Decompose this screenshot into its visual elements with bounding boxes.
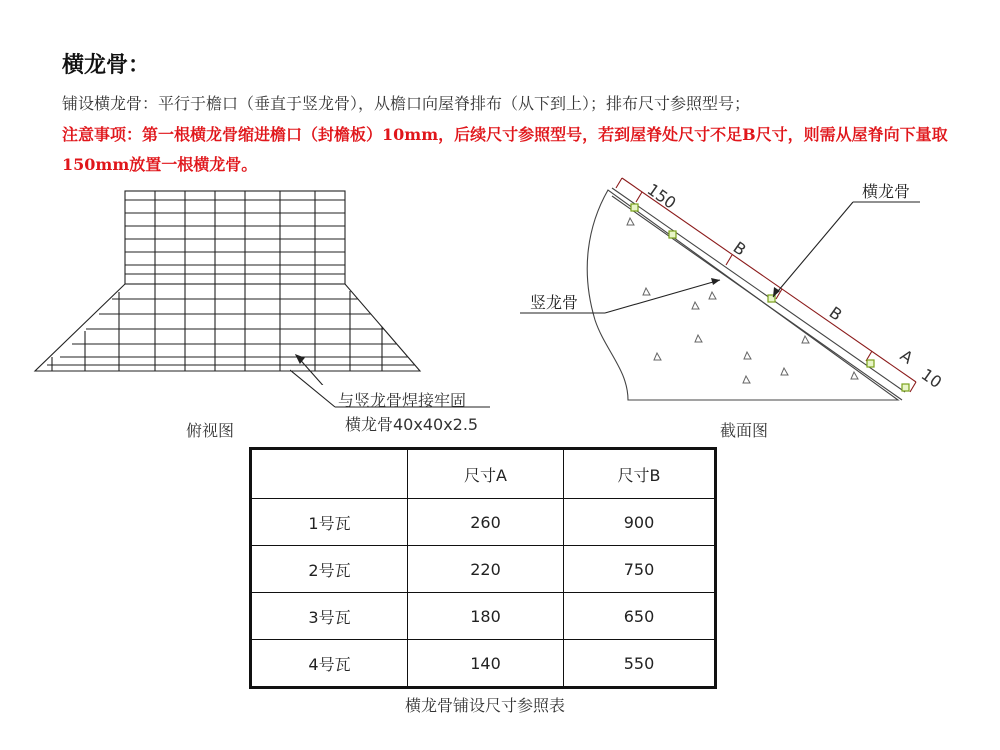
dim-label-150: 150 [643,179,680,213]
row-size-a: 260 [408,499,564,546]
table-row [251,593,716,640]
keel-size-reference-table [249,447,717,689]
row-size-b: 750 [564,546,716,593]
row-size-b: 650 [564,593,716,640]
header-size-b: 尺寸B [564,449,716,499]
row-size-a: 180 [408,593,564,640]
row-size-b: 900 [564,499,716,546]
top-view-caption: 俯视图 [186,421,235,440]
section-view-diagram [500,170,970,410]
page-heading: 横龙骨： [62,52,151,78]
label-vertical-keel: 竖龙骨 [530,293,579,312]
table-header-row [251,449,716,499]
table-row [251,499,716,546]
label-cross-keel: 横龙骨 [862,182,911,201]
row-name: 3号瓦 [251,593,408,640]
top-view-callout-text-2: 横龙骨40x40x2.5 [345,415,479,434]
table-row [251,640,716,688]
section-view-caption: 截面图 [720,421,769,440]
header-size-a: 尺寸A [408,449,564,499]
vertical-keel-line-1 [612,188,905,392]
dim-label-10: 10 [917,364,946,392]
row-size-a: 220 [408,546,564,593]
table-caption: 横龙骨铺设尺寸参照表 [405,696,566,715]
table-row [251,546,716,593]
row-size-a: 140 [408,640,564,688]
row-size-b: 550 [564,640,716,688]
label-leaders [520,202,920,313]
header-empty [251,449,408,499]
row-name: 1号瓦 [251,499,408,546]
cross-keel-markers [631,204,909,391]
upper-grid [125,191,345,284]
laying-instruction: 铺设横龙骨：平行于檐口（垂直于竖龙骨），从檐口向屋脊排布（从下到上）；排布尺寸参照型号； [62,94,751,113]
row-name: 2号瓦 [251,546,408,593]
top-view-callout-text-1: 与竖龙骨焊接牢固 [338,391,467,410]
dim-label-b2: B [825,302,846,325]
concrete-section-outline [587,190,898,400]
dim-label-b1: B [729,237,750,260]
caution-note: 注意事项：第一根横龙骨缩进檐口（封檐板）10mm，后续尺寸参照型号，若到屋脊处尺寸不足B尺寸，则需从屋脊向下量取150mm放置一根横龙骨。 [62,125,948,174]
row-name: 4号瓦 [251,640,408,688]
dim-label-a: A [896,345,917,368]
